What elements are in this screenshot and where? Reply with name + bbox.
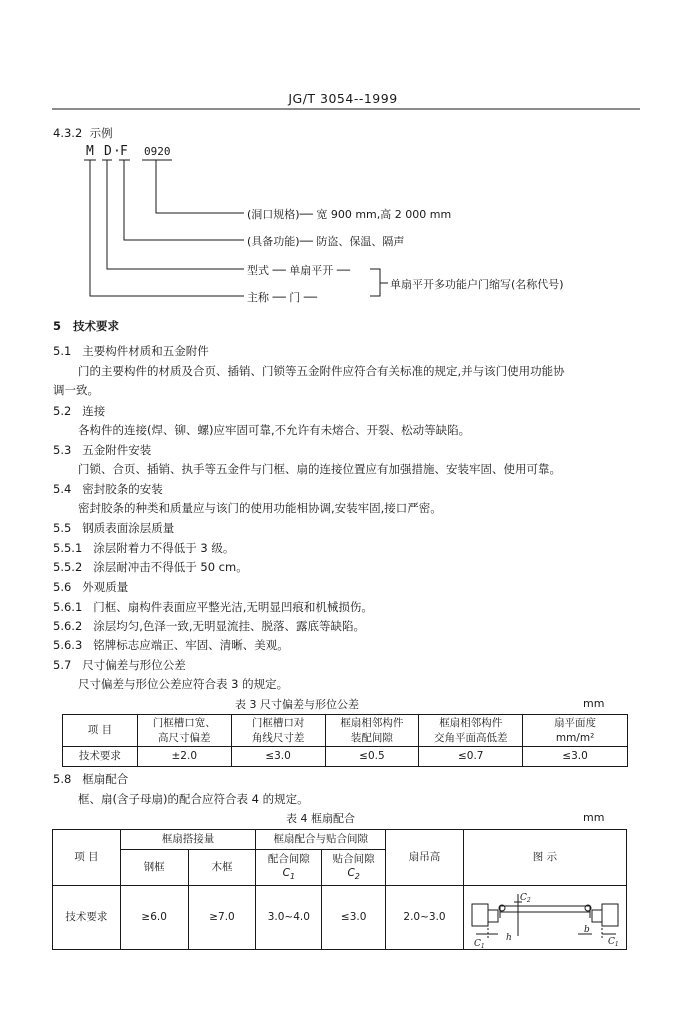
table-4-header-gaps: 框扇配合与贴合间隙 xyxy=(256,830,386,850)
table-4-diagram-cell xyxy=(463,886,626,950)
annotation-summary: 单扇平开多功能户门缩写(名称代号) xyxy=(390,278,564,291)
table-3-unit: mm xyxy=(583,697,605,710)
diagram-label-c2: $C_2$ xyxy=(519,892,531,904)
table-3-header-cell: 门框槽口对 角线尺寸差 xyxy=(231,715,325,747)
diagram-label-c1-left: $C_1$ xyxy=(473,938,485,948)
table-row xyxy=(53,886,627,950)
section-5-3-heading: 5.3 五金附件安装 xyxy=(53,443,152,457)
table-4-unit: mm xyxy=(583,811,605,824)
section-5-6-1: 5.6.1 门框、扇构件表面应平整光洁,无明显凹痕和机械损伤。 xyxy=(53,600,373,614)
table-4-cell: ≥7.0 xyxy=(188,886,256,950)
section-5-8-heading: 5.8 框扇配合 xyxy=(53,772,129,786)
table-4-cell: ≥6.0 xyxy=(120,886,188,950)
table-row xyxy=(63,747,628,767)
table-4-header-contact-gap: 贴合间隙 $C_2$ xyxy=(322,850,386,886)
table-4-cell: 技术要求 xyxy=(53,886,121,950)
diagram-label-b: b xyxy=(583,924,590,935)
code-letter-f: F xyxy=(120,144,128,159)
section-5-5-2: 5.5.2 涂层耐冲击不得低于 50 cm。 xyxy=(53,560,248,574)
table-4-cell: 2.0~3.0 xyxy=(386,886,464,950)
section-5-5-1: 5.5.1 涂层附着力不得低于 3 级。 xyxy=(53,541,235,555)
section-5-1-heading: 5.1 主要构件材质和五金附件 xyxy=(53,344,209,358)
table-3-header-cell: 框扇相邻构件 装配间隙 xyxy=(325,715,419,747)
annotation-function: (具备功能)── 防盗、保温、隔声 xyxy=(247,235,405,248)
table-3-cell: ≤3.0 xyxy=(523,747,628,767)
section-5-4-text: 密封胶条的种类和质量应与该门的使用功能相协调,安装牢固,接口严密。 xyxy=(78,501,442,515)
table-4-header-item: 项 目 xyxy=(53,830,121,886)
table-3-title: 表 3 尺寸偏差与形位公差 xyxy=(235,698,359,711)
table-4-header-wood: 木框 xyxy=(188,850,256,886)
annotation-size: (洞口规格)── 宽 900 mm,高 2 000 mm xyxy=(247,208,452,221)
table-3-cell: ≤0.5 xyxy=(325,747,419,767)
table-3-header-item: 项 目 xyxy=(63,715,138,747)
table-3-cell: ≤3.0 xyxy=(231,747,325,767)
section-5-heading: 5 技术要求 xyxy=(53,319,120,333)
section-5-5-heading: 5.5 钢质表面涂层质量 xyxy=(53,521,175,535)
section-5-2-text: 各构件的连接(焊、铆、螺)应牢固可靠,不允许有未熔合、开裂、松动等缺陷。 xyxy=(78,423,471,437)
table-3-header-cell: 门框槽口宽、 高尺寸偏差 xyxy=(137,715,231,747)
table-3-cell: ±2.0 xyxy=(137,747,231,767)
table-4-header-overlap: 框扇搭接量 xyxy=(120,830,256,850)
table-4-header-fit-gap: 配合间隙 $C_1$ xyxy=(256,850,322,886)
section-5-3-text: 门锁、合页、插销、执手等五金件与门框、扇的连接位置应有加强措施、安装牢固、使用可靠。 xyxy=(78,462,561,476)
section-5-7-heading: 5.7 尺寸偏差与形位公差 xyxy=(53,658,186,672)
annotation-main: 主称 ── 门 ── xyxy=(247,291,317,304)
table-4-header-drop: 扇吊高 xyxy=(386,830,464,886)
section-5-6-2: 5.6.2 涂层均匀,色泽一致,无明显流挂、脱落、露底等缺陷。 xyxy=(53,619,366,633)
section-5-4-heading: 5.4 密封胶条的安装 xyxy=(53,482,163,496)
table-4-header-diagram: 图 示 xyxy=(463,830,626,886)
table-3 xyxy=(62,714,628,767)
section-5-6-heading: 5.6 外观质量 xyxy=(53,580,129,594)
diagram-label-c1-right: $C_1$ xyxy=(607,936,619,948)
table-3-header-cell: 扇平面度 mm/m² xyxy=(523,715,628,747)
section-5-2-heading: 5.2 连接 xyxy=(53,404,106,418)
code-letter-d: D xyxy=(104,144,112,159)
annotation-type: 型式 ── 单扇平开 ── xyxy=(247,264,350,277)
door-frame-sash-diagram xyxy=(466,888,624,948)
section-5-6-3: 5.6.3 铭牌标志应端正、牢固、清晰、美观。 xyxy=(53,638,289,652)
table-3-cell: 技术要求 xyxy=(63,747,138,767)
standard-number-header: JG/T 3054--1999 xyxy=(288,91,398,106)
section-5-8-text: 框、扇(含子母扇)的配合应符合表 4 的规定。 xyxy=(78,792,309,806)
table-3-cell: ≤0.7 xyxy=(419,747,523,767)
code-dot: · xyxy=(113,144,121,159)
section-4-3-2-heading: 4.3.2 示例 xyxy=(53,126,113,140)
table-4-title: 表 4 框扇配合 xyxy=(286,812,355,825)
section-5-1-text-line2: 调一致。 xyxy=(53,383,99,397)
table-4-header-steel: 钢框 xyxy=(120,850,188,886)
table-4 xyxy=(52,829,627,950)
section-5-7-text: 尺寸偏差与形位公差应符合表 3 的规定。 xyxy=(78,677,289,691)
table-3-header-cell: 框扇相邻构件 交角平面高低差 xyxy=(419,715,523,747)
table-4-cell: 3.0~4.0 xyxy=(256,886,322,950)
table-3-header-row xyxy=(63,715,628,747)
section-5-1-text-line1: 门的主要构件的材质及合页、插销、门锁等五金附件应符合有关标准的规定,并与该门使用功能协 xyxy=(78,364,565,378)
diagram-label-h: h xyxy=(505,932,512,943)
code-size: 0920 xyxy=(144,145,171,158)
table-4-cell: ≤3.0 xyxy=(322,886,386,950)
code-letter-m: M xyxy=(86,144,94,159)
table-4-header-row-1 xyxy=(53,830,627,850)
